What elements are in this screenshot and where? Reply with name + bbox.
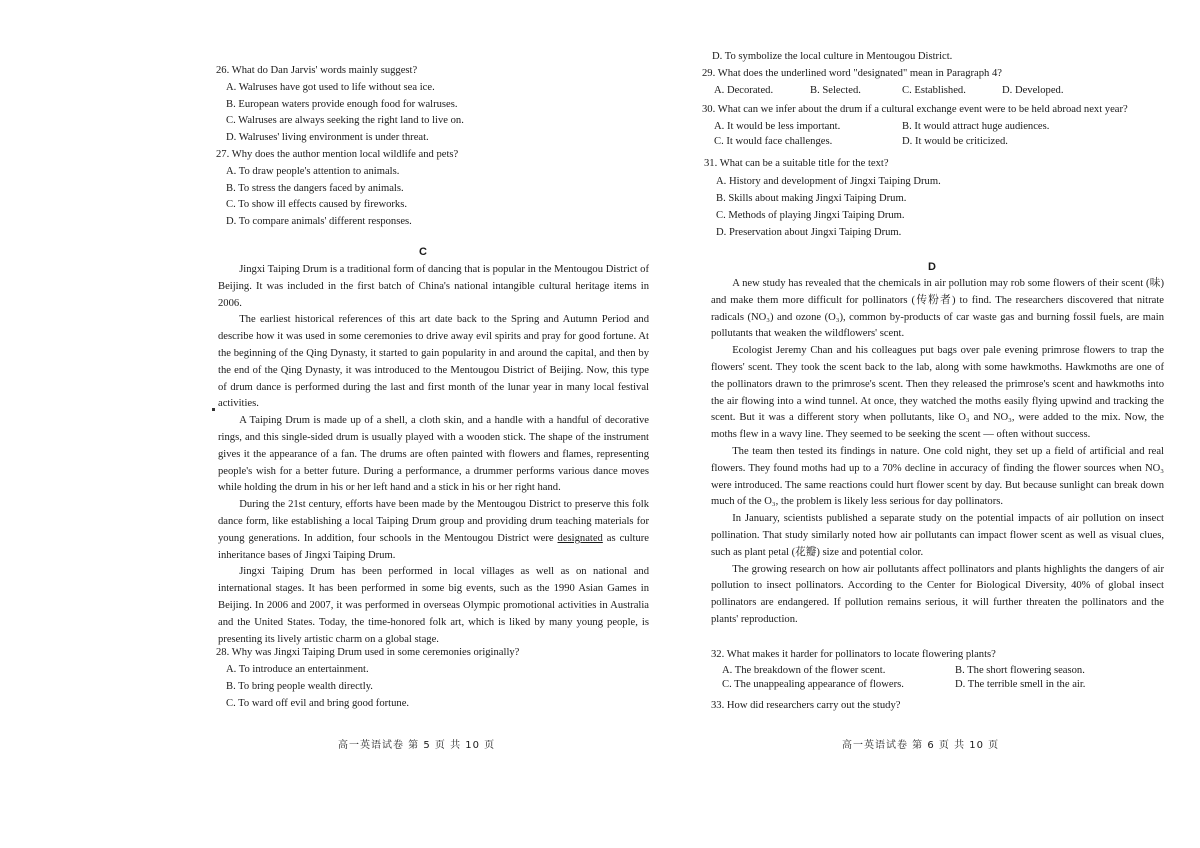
q28-option-b: B. To bring people wealth directly. xyxy=(226,681,373,692)
passage-d-paragraph-3: The team then tested its findings in nature. One cold night, they set up a field of artificial and real flowers. They found moths had up to a 70% decline in accuracy of finding the flower sources when NO₃ were introduced. The same reactions could hurt flower scent by day. But because sunlight can break down much of the O₃, the problem is likely less serious for day pollinators. xyxy=(711,445,1164,508)
passage-c-paragraph-3: A Taiping Drum is made up of a shell, a cloth skin, and a handle with a handful of decorative rings, and this single-sided drum is usually played with a wooden stick. The shape of the instrument gives it the appearance of a fan. The drums are often painted with flowers and flames, representing people's wish for a better future. During a performance, a drummer performs various dance moves while holding the drum in his or her left hand and a stick in his or her right hand. xyxy=(218,415,649,494)
q30-options xyxy=(714,121,1102,147)
q32-options xyxy=(722,665,1155,690)
question-28: 28. Why was Jingxi Taiping Drum used in some ceremonies originally? xyxy=(216,647,520,658)
q27-option-c: C. To show ill effects caused by fireworks. xyxy=(226,199,407,210)
passage-d-paragraph-1: A new study has revealed that the chemicals in air pollution may rob some flowers of their scent (味) and make them more difficult for pollinators (传粉者) to find. The researchers discovered that nitrate radicals (NO₃) and ozone (O₃), common by-products of car waste gas and burning fossil fuels, are main pollutants that weaken the wildflowers' scent. xyxy=(711,278,1164,340)
q26-option-c: C. Walruses are always seeking the right land to live on. xyxy=(226,115,464,126)
question-32: 32. What makes it harder for pollinators to locate flowering plants? xyxy=(711,649,996,660)
question-26: 26. What do Dan Jarvis' words mainly suggest? xyxy=(216,65,418,76)
q32-option-b: B. The short flowering season. xyxy=(955,665,1085,676)
q32-option-c: C. The unappealing appearance of flowers. xyxy=(722,679,904,690)
q30-option-b: B. It would attract huge audiences. xyxy=(902,121,1050,132)
q30-option-d: D. It would be criticized. xyxy=(902,136,1008,147)
passage-d xyxy=(711,276,1164,629)
q27-option-a: A. To draw people's attention to animals. xyxy=(226,166,400,177)
question-29: 29. What does the underlined word "designated" mean in Paragraph 4? xyxy=(702,68,1002,79)
q28-option-c: C. To ward off evil and bring good fortune. xyxy=(226,698,410,709)
q31-option-c: C. Methods of playing Jingxi Taiping Drum. xyxy=(716,210,905,221)
passage-c-paragraph-5: Jingxi Taiping Drum has been performed in local villages as well as on national and international stages. It has been performed in some big events, such as the 1990 Asian Games in Beijing. In 2006 and 2007, it was performed in overseas Olympic promotional activities in Australia and the United States. Today, the time-honored folk art, which is liked by many young people, is presenting its lively artistic charm on a global stage. xyxy=(218,566,649,645)
q30-option-a: A. It would be less important. xyxy=(714,121,841,132)
q27-option-d: D. To compare animals' different responses. xyxy=(226,216,412,227)
q28-option-a: A. To introduce an entertainment. xyxy=(226,664,369,675)
q29-option-c: C. Established. xyxy=(902,85,966,96)
q29-option-d: D. Developed. xyxy=(1002,85,1064,96)
q31-option-d: D. Preservation about Jingxi Taiping Drum. xyxy=(716,227,902,238)
passage-d-paragraph-4: In January, scientists published a separate study on the potential impacts of air pollution on insect pollination. That study similarly noted how air pollutants can impact flower scent as well as visual clues, such as plant petal (花瓣) size and potential color. xyxy=(711,513,1164,558)
q26-option-d: D. Walruses' living environment is under threat. xyxy=(226,132,429,143)
q26-option-b: B. European waters provide enough food for walruses. xyxy=(226,99,458,110)
underlined-word-designated: designated xyxy=(557,532,603,544)
passage-d-paragraph-5: The growing research on how air pollutants affect pollinators and plants highlights the dangers of air pollution to insect pollinators. According to the Center for Biological Diversity, 40% of global insect pollinators are endangered. If pollution remains serious, it will further threaten the pollinators and the plants' reproduction. xyxy=(711,563,1164,625)
section-heading-c: C xyxy=(419,246,427,258)
question-33: 33. How did researchers carry out the study? xyxy=(711,700,901,711)
passage-d-paragraph-2: Ecologist Jeremy Chan and his colleagues put bags over pale evening primrose flowers to trap the flowers' scent. They took the scent back to the lab, along with some hawkmoths. Hawkmoths are one of the pollinators drawn to the primrose's scent. Then they released the primrose's scent and hawkmoths into the air flowing into a wind tunnel. At once, they watched the moths easily flying upwind and tracking the scent. But it was a different story when pollutants, like O₃ and NO₃, were added to the mix. Now, the moths flew in a wavy line. They seemed to be seeking the scent — often without success. xyxy=(711,345,1164,441)
q30-option-c: C. It would face challenges. xyxy=(714,136,833,147)
q31-option-a: A. History and development of Jingxi Taiping Drum. xyxy=(716,176,941,187)
question-27: 27. Why does the author mention local wildlife and pets? xyxy=(216,149,459,160)
q32-option-a: A. The breakdown of the flower scent. xyxy=(722,665,886,676)
q29-option-b: B. Selected. xyxy=(810,85,861,96)
q31-option-b: B. Skills about making Jingxi Taiping Drum. xyxy=(716,193,907,204)
q29-options xyxy=(714,85,1112,96)
passage-c-paragraph-2: The earliest historical references of this art date back to the Spring and Autumn Period and describe how it was used in some ceremonies to drive away evil spirits and pray for good fortune. At the beginning of the Qing Dynasty, it started to gain popularity in and around the capital, and then by the end of the Qing Dynasty, it was introduced to the Mentougou District of Beijing. Now, this type of drum dance is performed during the last and first month of the lunar year in many local festival activities. xyxy=(218,314,649,410)
section-heading-d: D xyxy=(928,261,936,273)
q28-option-d: D. To symbolize the local culture in Mentougou District. xyxy=(712,51,953,62)
q26-option-a: A. Walruses have got used to life without sea ice. xyxy=(226,82,435,93)
page-footer-left: 高一英语试卷 第 5 页 共 10 页 xyxy=(338,740,496,751)
passage-c-paragraph-1: Jingxi Taiping Drum is a traditional form of dancing that is popular in the Mentougou District of Beijing. It was included in the first batch of China's national intangible cultural heritage items in 2006. xyxy=(218,264,649,309)
passage-c-paragraph-4: During the 21st century, efforts have been made by the Mentougou District to preserve this folk dance form, like establishing a local Taiping Drum group and providing drum teaching materials for young generations. In addition, four schools in the Mentougou District were designated as culture inheritance bases of Jingxi Taiping Drum. xyxy=(218,499,649,561)
question-30: 30. What can we infer about the drum if a cultural exchange event were to be held abroad next year? xyxy=(702,104,1128,115)
page-footer-right: 高一英语试卷 第 6 页 共 10 页 xyxy=(842,740,1000,751)
q29-option-a: A. Decorated. xyxy=(714,85,774,96)
q32-option-d: D. The terrible smell in the air. xyxy=(955,679,1086,690)
q27-option-b: B. To stress the dangers faced by animals. xyxy=(226,183,404,194)
question-31: 31. What can be a suitable title for the text? xyxy=(704,158,889,169)
